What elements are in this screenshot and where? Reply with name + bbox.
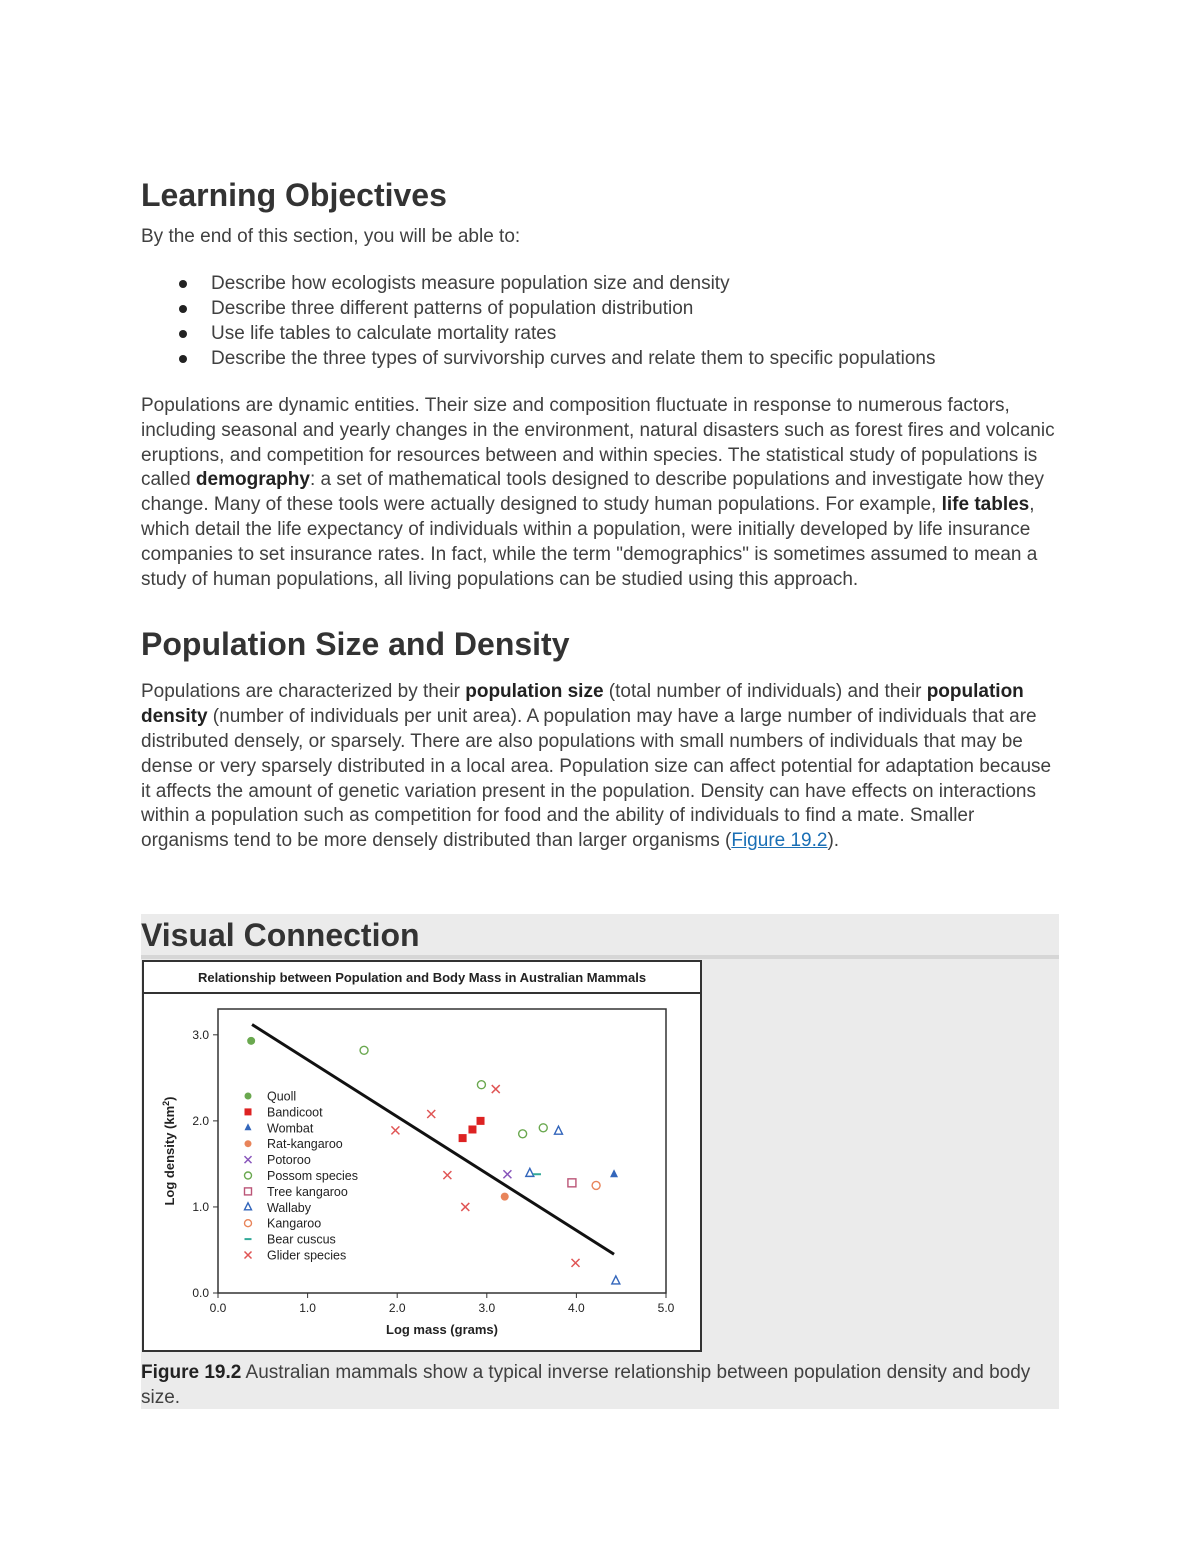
y-tick-label: 0.0 [192, 1286, 209, 1300]
data-point [492, 1085, 500, 1093]
figure-link[interactable]: Figure 19.2 [731, 830, 828, 852]
data-point [245, 1108, 252, 1115]
data-point [245, 1188, 252, 1195]
x-tick-label: 4.0 [568, 1301, 585, 1315]
caption-label: Figure 19.2 [141, 1362, 242, 1383]
objectives-intro: By the end of this section, you will be able to: [141, 226, 521, 247]
data-point [245, 1220, 252, 1227]
y-tick-label: 2.0 [192, 1113, 209, 1128]
objectives-list [141, 271, 1059, 371]
paragraph-demography: Populations are dynamic entities. Their size and composition fluctuate in response to numerous factors, including seasonal and yearly changes in the environment, natural disasters such as forest fires and volcanic eruptions, and competition for resources between and within species. The statistical study of populations is called demography: a set of mathematical tools designed to describe populations and investigate how they change. Many of these tools were actually designed to study human populations. For example, life tables, which detail the life expectancy of individuals within a population, were initially developed by life insurance companies to set insurance rates. In fact, while the term "demographics" is sometimes assumed to mean a study of human populations, all living populations can be studied using this approach. [141, 395, 1055, 590]
data-point [501, 1193, 509, 1201]
legend-label: Glider species [267, 1248, 347, 1263]
y-tick-label: 1.0 [192, 1199, 209, 1214]
data-point [245, 1123, 252, 1130]
data-point [554, 1126, 562, 1134]
legend-label: Tree kangaroo [267, 1184, 348, 1199]
legend-label: Kangaroo [267, 1216, 322, 1231]
data-point [360, 1046, 368, 1054]
objective-item: Describe the three types of survivorship curves and relate them to specific populations [211, 346, 1059, 371]
y-tick-label: 3.0 [192, 1027, 209, 1042]
term-demography: demography [195, 469, 310, 491]
data-point [245, 1140, 252, 1147]
bullet-icon [179, 330, 187, 338]
term-life-tables: life tables [941, 494, 1030, 516]
paragraph-population-size: Populations are characterized by their population size (total number of individuals) and their population density (number of individuals per unit area). A population may have a large number of individuals that are distributed densely, or sparsely. There are also populations with small numbers of individuals that may be dense or very sparsely distributed in a local area. Population size can affect potential for adaptation because it affects the amount of genetic variation present in the population. Density can have effects on interactions within a population such as competition for food and the ability of individuals to find a mate. Smaller organisms tend to be more densely distributed than larger organisms (Figure 19.2). [141, 681, 1052, 852]
legend-label: Rat-kangaroo [267, 1137, 343, 1152]
data-point [610, 1169, 618, 1177]
data-point [526, 1168, 534, 1176]
data-point [245, 1093, 252, 1100]
x-tick-label: 1.0 [299, 1301, 316, 1315]
data-point [427, 1110, 435, 1118]
scatter-chart [144, 962, 700, 1350]
legend-label: Quoll [267, 1089, 297, 1104]
legend-label: Wallaby [267, 1200, 311, 1215]
divider [141, 955, 1059, 959]
data-point [245, 1172, 252, 1179]
data-point [443, 1171, 451, 1179]
term-population-size: population size [465, 681, 604, 703]
x-tick-label: 5.0 [657, 1301, 675, 1315]
term-population-density: population density [141, 681, 1024, 728]
data-point [592, 1181, 600, 1189]
data-point [477, 1117, 485, 1125]
figure-chart [142, 960, 702, 1352]
document-page [141, 172, 1059, 854]
data-point [245, 1203, 252, 1210]
x-axis-label: Log mass (grams) [386, 1322, 498, 1337]
data-point [519, 1130, 527, 1138]
data-point [247, 1037, 255, 1045]
data-point [461, 1203, 469, 1211]
objective-item: Describe three different patterns of population distribution [211, 296, 1059, 321]
learning-objectives-heading: Learning Objectives [141, 177, 447, 213]
data-point [568, 1179, 576, 1187]
legend-label: Possom species [267, 1169, 359, 1183]
data-point [477, 1081, 485, 1089]
objective-item: Describe how ecologists measure population size and density [211, 271, 1059, 296]
x-tick-label: 0.0 [209, 1301, 227, 1315]
figure-caption: Figure 19.2 Australian mammals show a typical inverse relationship between population density and body size. [141, 1362, 1031, 1408]
bullet-icon [179, 355, 187, 363]
data-point [391, 1126, 399, 1134]
objective-item: Use life tables to calculate mortality rates [211, 321, 1059, 346]
data-point [539, 1124, 547, 1132]
legend-label: Wombat [267, 1121, 314, 1136]
legend-label: Bear cuscus [267, 1232, 336, 1247]
data-point [468, 1125, 476, 1133]
data-point [245, 1252, 252, 1259]
data-point [612, 1276, 620, 1284]
legend-label: Potoroo [267, 1153, 311, 1168]
section-heading: Population Size and Density [141, 626, 570, 663]
x-tick-label: 3.0 [478, 1301, 496, 1315]
data-point [459, 1134, 467, 1142]
data-point [503, 1170, 511, 1178]
data-point [572, 1259, 580, 1267]
legend-label: Bandicoot [267, 1105, 323, 1120]
visual-connection-title: Visual Connection [141, 917, 420, 953]
bullet-icon [179, 305, 187, 313]
data-point [245, 1156, 252, 1163]
chart-title: Relationship between Population and Body Mass in Australian Mammals [197, 970, 647, 985]
y-axis-label: Log density $(km^2)$ [161, 1096, 177, 1206]
visual-connection-box [141, 914, 1059, 1409]
x-tick-label: 2.0 [388, 1301, 406, 1315]
bullet-icon [179, 280, 187, 288]
